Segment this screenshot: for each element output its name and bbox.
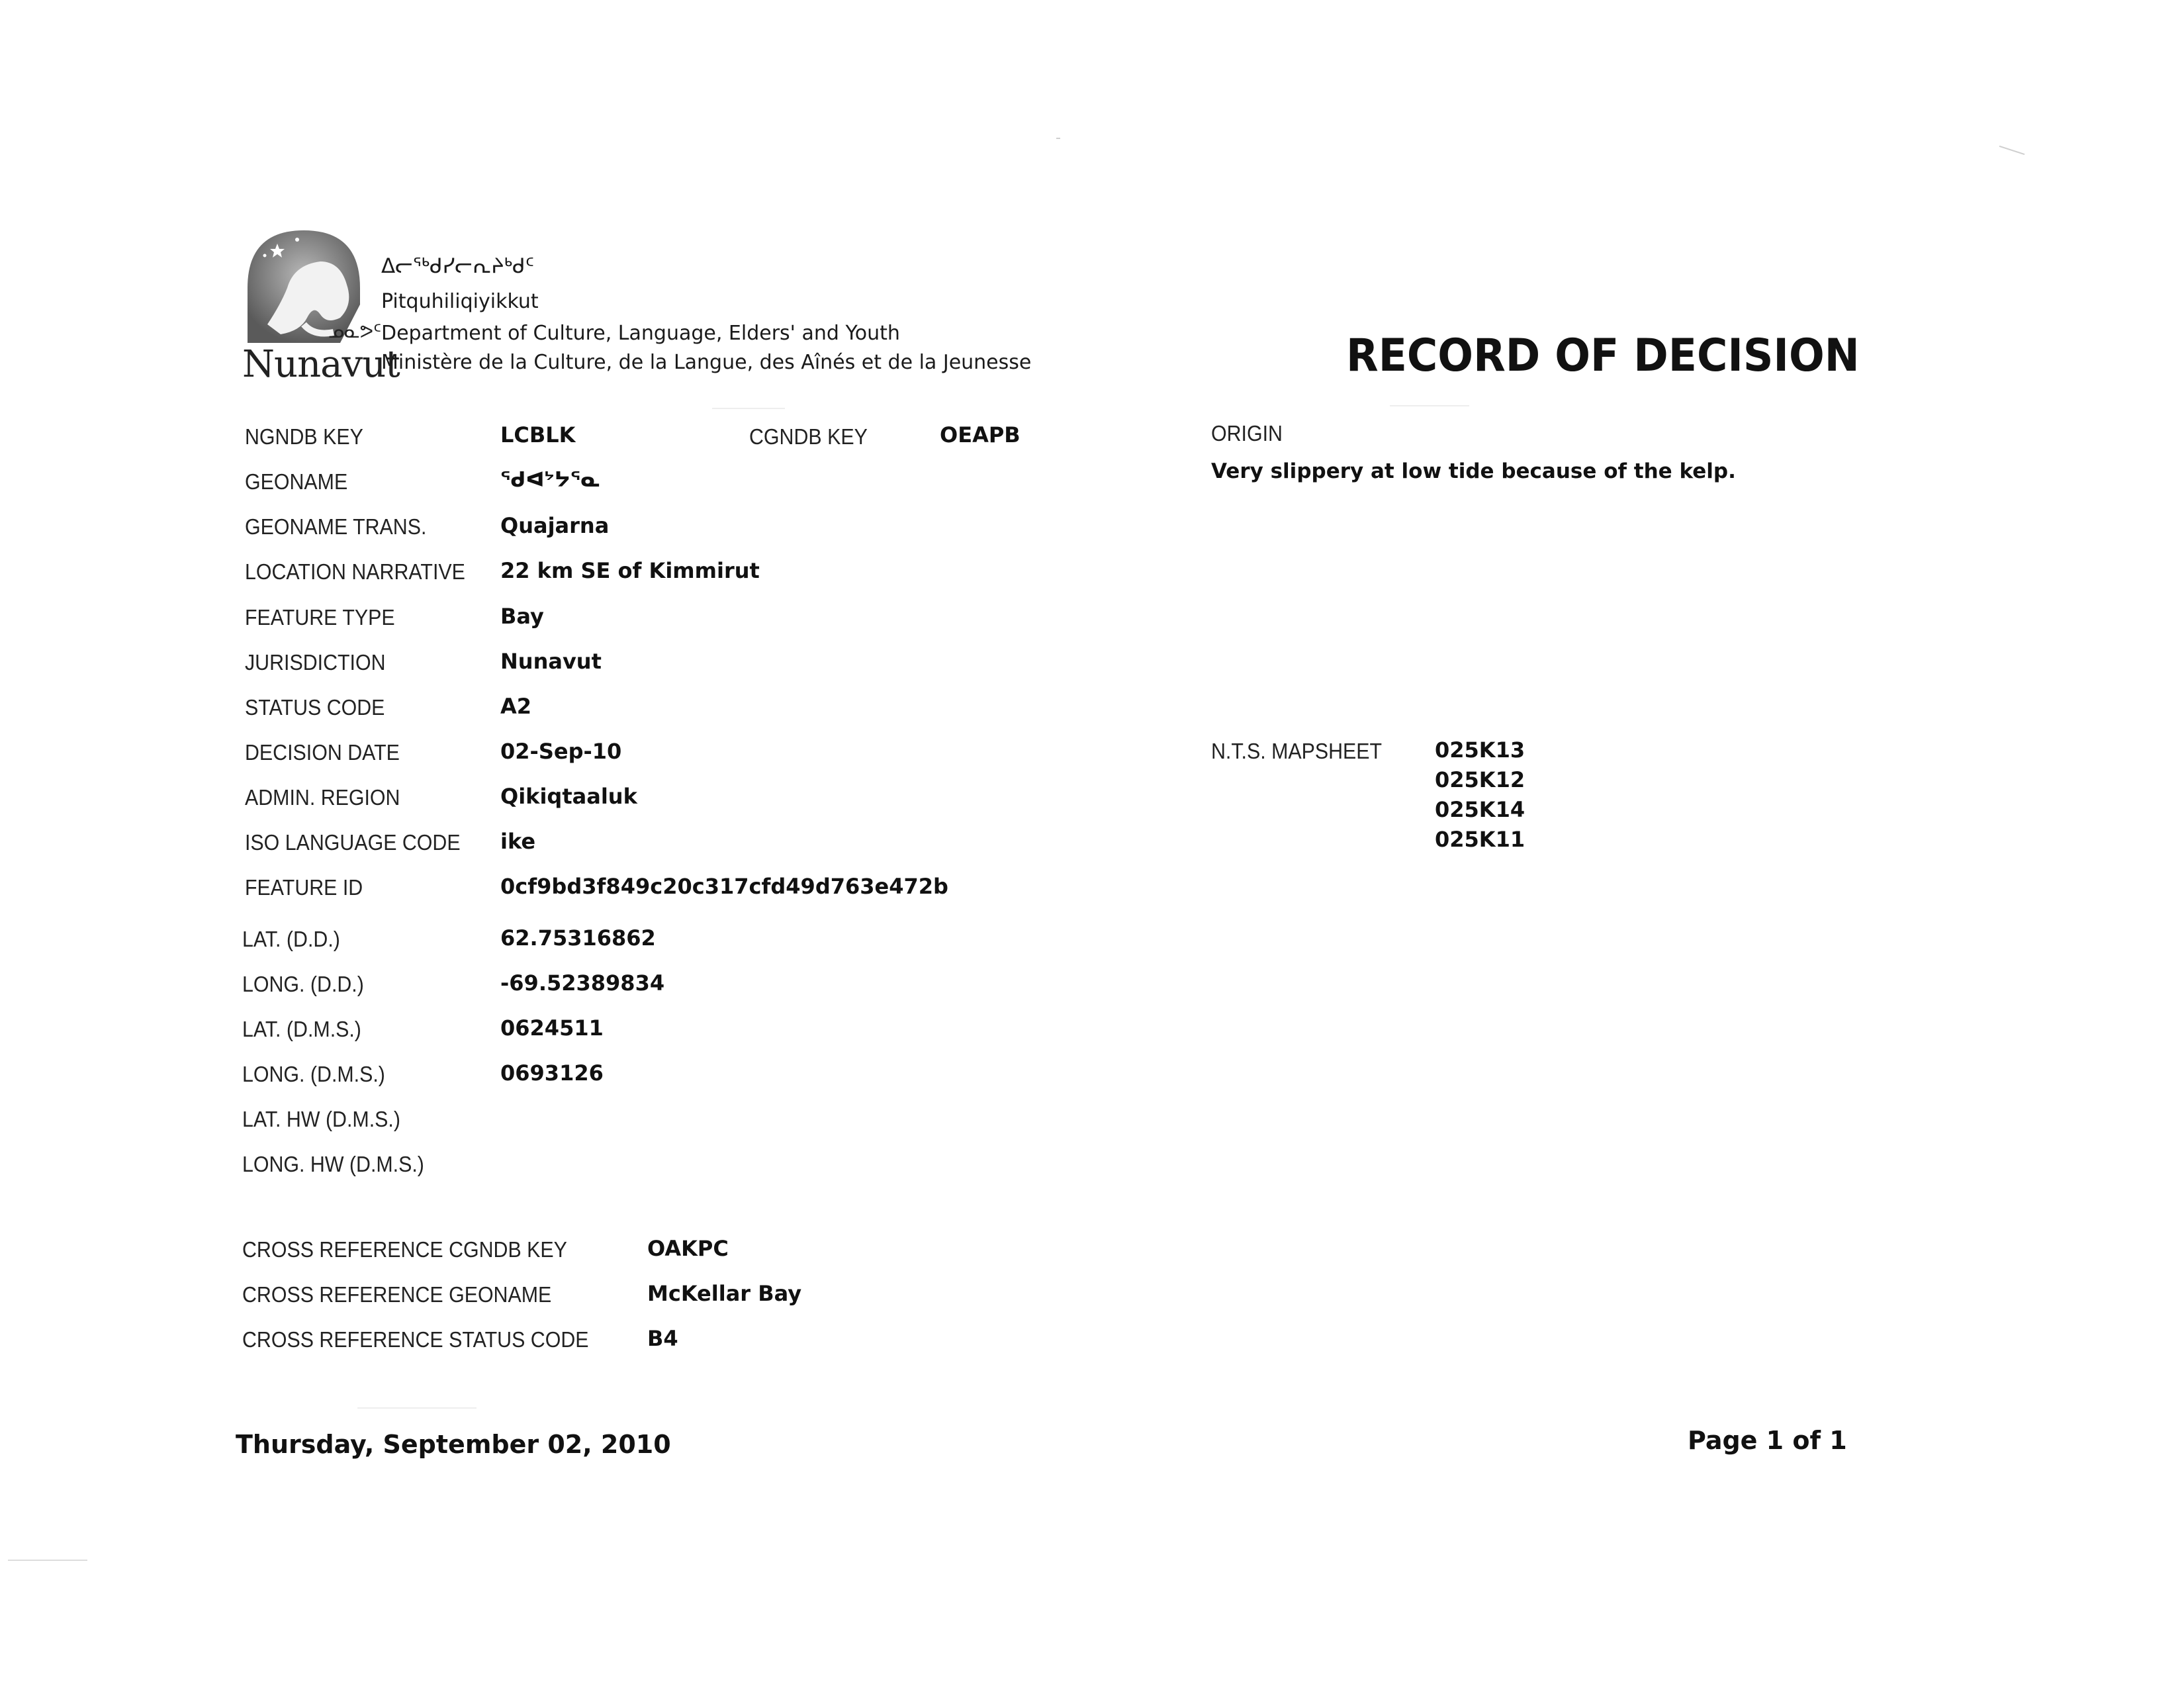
jurisdiction-value: Nunavut [500,649,602,674]
ngndb-key-value: LCBLK [500,422,576,447]
geoname-value: ᖁᐊᔾᔭᕐᓇ [500,468,600,492]
status-code-value: A2 [500,694,532,719]
origin-value: Very slippery at low tide because of the kelp. [1211,459,1736,483]
long-dd-label: LONG. (D.D.) [242,972,364,996]
footer-date: Thursday, September 02, 2010 [236,1430,671,1459]
page-number: Page 1 of 1 [1688,1426,1847,1455]
logo-syllabics: ᓄᓇᕗᑦ [328,320,382,342]
cgndb-key-label: CGNDB KEY [749,424,868,449]
document-title: RECORD OF DECISION [1346,330,1860,382]
admin-region-label: ADMIN. REGION [245,785,400,810]
location-narrative-label: LOCATION NARRATIVE [245,559,465,584]
feature-type-label: FEATURE TYPE [245,605,395,630]
iso-language-code-value: ike [500,829,536,854]
geoname-trans-value: Quajarna [500,513,610,538]
cgndb-key-value: OEAPB [940,422,1021,447]
nts-mapsheet-item: 025K14 [1435,797,1525,822]
status-code-label: STATUS CODE [245,695,385,720]
long-dms-label: LONG. (D.M.S.) [242,1062,385,1086]
logo-wordmark: Nunavut [242,343,400,386]
xref-cgndb-key-label: CROSS REFERENCE CGNDB KEY [242,1237,567,1262]
scan-speck [8,1560,87,1561]
jurisdiction-label: JURISDICTION [245,650,386,675]
nts-mapsheet-label: N.T.S. MAPSHEET [1211,739,1383,763]
xref-geoname-value: McKellar Bay [647,1281,802,1306]
geoname-label: GEONAME [245,469,348,494]
ngndb-key-label: NGNDB KEY [245,424,363,449]
lat-dms-value: 0624511 [500,1015,604,1041]
scan-speck [1056,138,1060,139]
location-narrative-value: 22 km SE of Kimmirut [500,558,760,583]
nts-mapsheet-item: 025K11 [1435,827,1525,852]
long-dd-value: -69.52389834 [500,970,665,996]
nts-mapsheet-item: 025K13 [1435,737,1525,763]
lat-dms-label: LAT. (D.M.S.) [242,1017,361,1041]
department-name-french: Ministère de la Culture, de la Langue, des Aînés et de la Jeunesse [381,351,1032,374]
xref-status-code-value: B4 [647,1326,678,1351]
scan-speck [1390,405,1469,406]
origin-label: ORIGIN [1211,421,1283,445]
long-hw-dms-label: LONG. HW (D.M.S.) [242,1152,424,1176]
lat-dd-label: LAT. (D.D.) [242,927,340,951]
xref-geoname-label: CROSS REFERENCE GEONAME [242,1282,552,1307]
feature-id-value: 0cf9bd3f849c20c317cfd49d763e472b [500,874,948,899]
long-dms-value: 0693126 [500,1060,604,1086]
decision-date-value: 02-Sep-10 [500,739,622,764]
feature-id-label: FEATURE ID [245,875,363,900]
scan-speck [1999,146,2025,155]
lat-hw-dms-label: LAT. HW (D.M.S.) [242,1107,400,1131]
iso-language-code-label: ISO LANGUAGE CODE [245,830,461,855]
lat-dd-value: 62.75316862 [500,925,656,951]
xref-cgndb-key-value: OAKPC [647,1236,729,1261]
department-name-syllabics: ᐃᓕᖅᑯᓯᓕᕆᔨᒃᑯᑦ [381,254,535,278]
department-name-english: Department of Culture, Language, Elders' and Youth [381,322,900,345]
decision-date-label: DECISION DATE [245,740,400,765]
department-name-inuktitut: Pitquhiliqiyikkut [381,290,539,313]
geoname-trans-label: GEONAME TRANS. [245,514,427,539]
feature-type-value: Bay [500,604,544,629]
admin-region-value: Qikiqtaaluk [500,784,637,809]
nts-mapsheet-item: 025K12 [1435,767,1525,792]
scan-speck [357,1407,477,1409]
xref-status-code-label: CROSS REFERENCE STATUS CODE [242,1327,589,1352]
scan-speck [712,408,785,409]
